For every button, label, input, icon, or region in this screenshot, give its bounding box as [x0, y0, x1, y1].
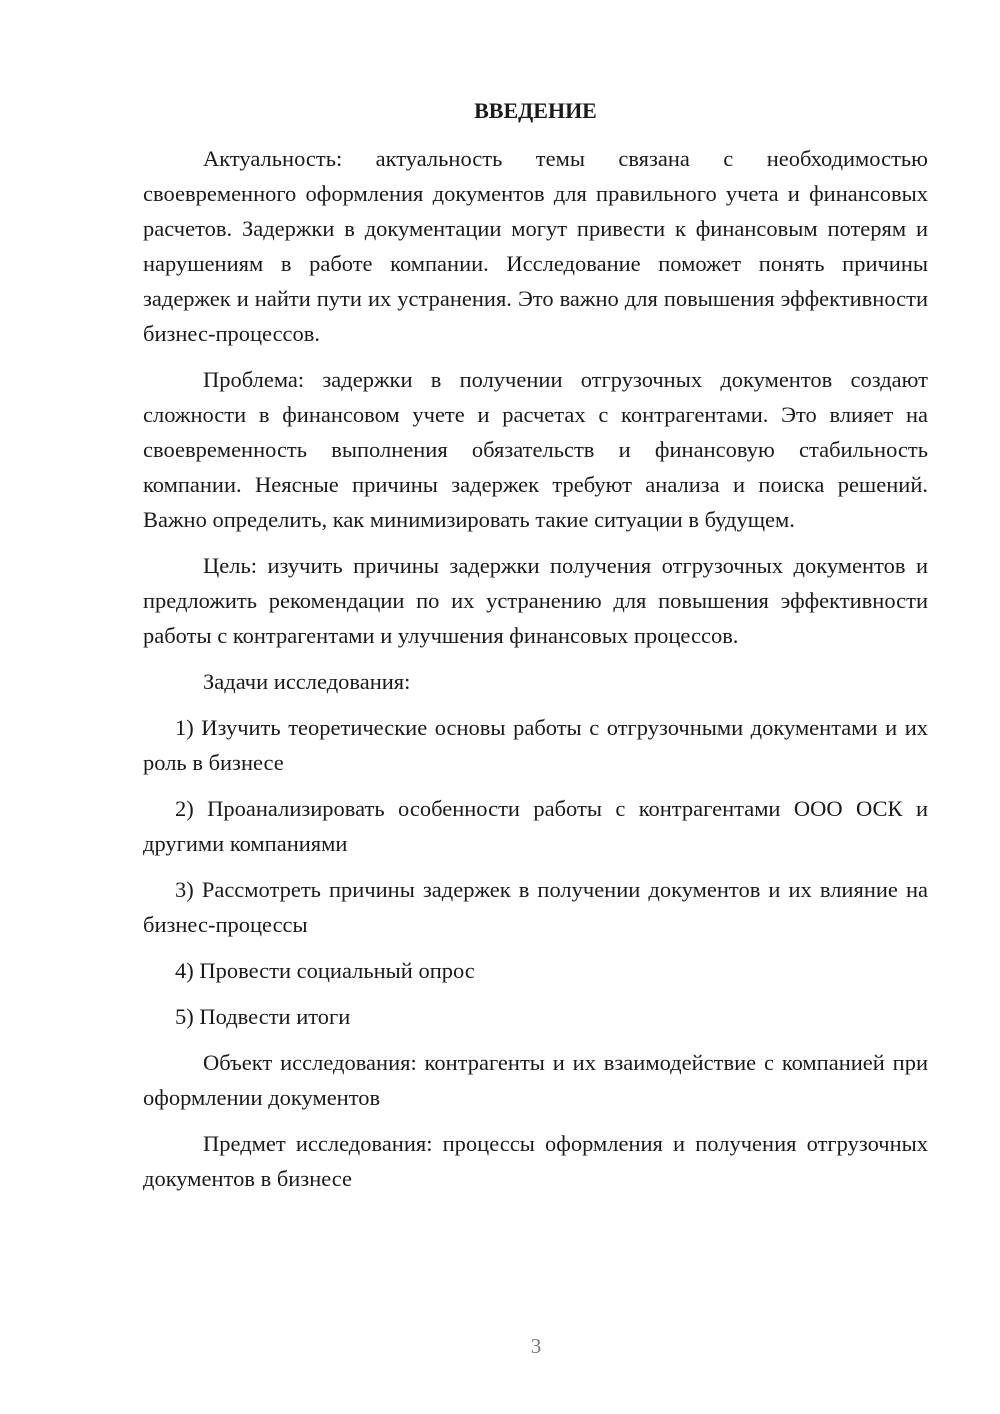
paragraph-relevance: Актуальность: актуальность темы связана с необходимостью своевременного оформления документов для правильного учета и финансовых расчетов. Задержки в документации могут привести к финансовым потерям и нарушениям в работе компании. Исследование поможет понять причины задержек и найти пути их устранения. Это важно для повышения эффективности бизнес-процессов. [143, 146, 928, 346]
task-list-item: 4) Провести социальный опрос [175, 958, 475, 983]
task-list-item: 3) Рассмотреть причины задержек в получении документов и их влияние на бизнес-процессы [143, 877, 928, 937]
page-title: ВВЕДЕНИЕ [474, 98, 597, 123]
paragraph-object: Объект исследования: контрагенты и их взаимодействие с компанией при оформлении документов [143, 1050, 928, 1110]
task-list-item: 5) Подвести итоги [175, 1004, 351, 1029]
paragraph-goal: Цель: изучить причины задержки получения отгрузочных документов и предложить рекомендации по их устранению для повышения эффективности работы с контрагентами и улучшения финансовых процессов. [143, 553, 928, 648]
page-content [143, 93, 928, 1196]
paragraph-subject: Предмет исследования: процессы оформления и получения отгрузочных документов в бизнесе [143, 1131, 928, 1191]
page-number: 3 [530, 1334, 542, 1358]
tasks-heading: Задачи исследования: [203, 669, 411, 694]
paragraph-problem: Проблема: задержки в получении отгрузочных документов создают сложности в финансовом учете и расчетах с контрагентами. Это влияет на своевременность выполнения обязательств и финансовую стабильность компании. Неясные причины задержек требуют анализа и поиска решений. Важно определить, как минимизировать такие ситуации в будущем. [143, 367, 928, 532]
task-list-item: 2) Проанализировать особенности работы с контрагентами ООО ОСК и другими компаниями [143, 796, 928, 856]
task-list-item: 1) Изучить теоретические основы работы с отгрузочными документами и их роль в бизнесе [143, 715, 928, 775]
